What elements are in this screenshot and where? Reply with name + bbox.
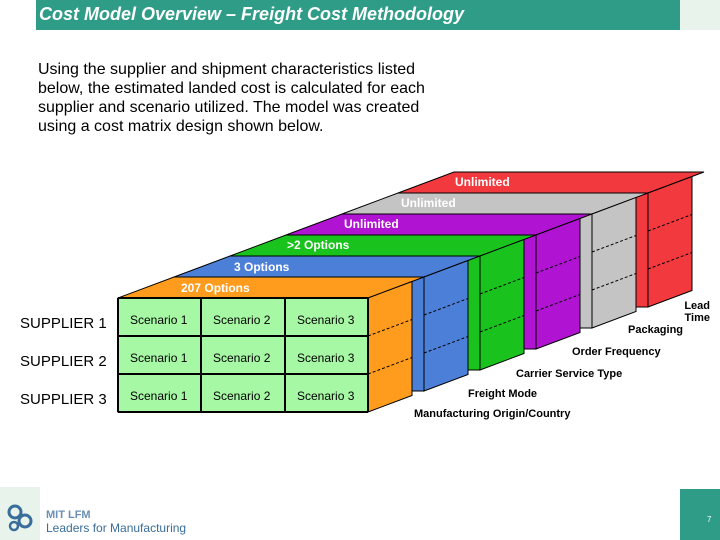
layer-side-6	[648, 177, 692, 308]
supplier-label-1: SUPPLIER 1	[20, 315, 107, 332]
cell-s2-scenario-1: Scenario 1	[130, 351, 188, 365]
dimension-label-lead-time: Lead Time	[684, 300, 710, 324]
slide-title: Cost Model Overview – Freight Cost Methodology	[39, 4, 465, 24]
supplier-label-3: SUPPLIER 3	[20, 391, 107, 408]
cell-s2-scenario-2: Scenario 2	[213, 351, 271, 365]
layer-side-1	[368, 282, 412, 413]
cell-s3-scenario-1: Scenario 1	[130, 389, 188, 403]
cell-s2-scenario-3: Scenario 3	[297, 351, 355, 365]
page-number-box	[680, 489, 720, 540]
dimension-label-freight-mode: Freight Mode	[468, 388, 538, 400]
cell-s3-scenario-3: Scenario 3	[297, 389, 355, 403]
layer-label-1: 207 Options	[181, 281, 250, 295]
cell-s1-scenario-1: Scenario 1	[130, 313, 188, 327]
layer-label-2: 3 Options	[234, 260, 290, 274]
dimension-label-carrier: Carrier Service Type	[516, 368, 623, 380]
dimension-label-packaging: Packaging	[628, 324, 684, 336]
dimension-label-origin: Manufacturing Origin/Country	[414, 408, 571, 420]
layer-label-3: >2 Options	[287, 238, 350, 252]
layer-label-5: Unlimited	[401, 196, 456, 210]
logo-text-line2: Leaders for Manufacturing	[46, 521, 187, 535]
intro-text: Using the supplier and shipment characteristics listed below, the estimated landed cost is calculated for each supplier and scenario utilized. The model was created using a cost matrix design shown below.	[38, 61, 425, 135]
layer-side-2	[424, 261, 468, 392]
cell-s1-scenario-2: Scenario 2	[213, 313, 271, 327]
supplier-label-2: SUPPLIER 2	[20, 353, 107, 370]
layer-side-5	[592, 198, 636, 329]
layer-side-3	[480, 240, 524, 371]
layer-side-4	[536, 219, 580, 350]
page-number: 7	[707, 515, 712, 524]
cell-s3-scenario-2: Scenario 2	[213, 389, 271, 403]
logo-text-line1: MIT LFM	[46, 509, 91, 521]
dimension-label-order-frequency: Order Frequency	[572, 346, 661, 358]
cell-s1-scenario-3: Scenario 3	[297, 313, 355, 327]
layer-label-6: Unlimited	[455, 175, 510, 189]
layer-label-4: Unlimited	[344, 217, 399, 231]
